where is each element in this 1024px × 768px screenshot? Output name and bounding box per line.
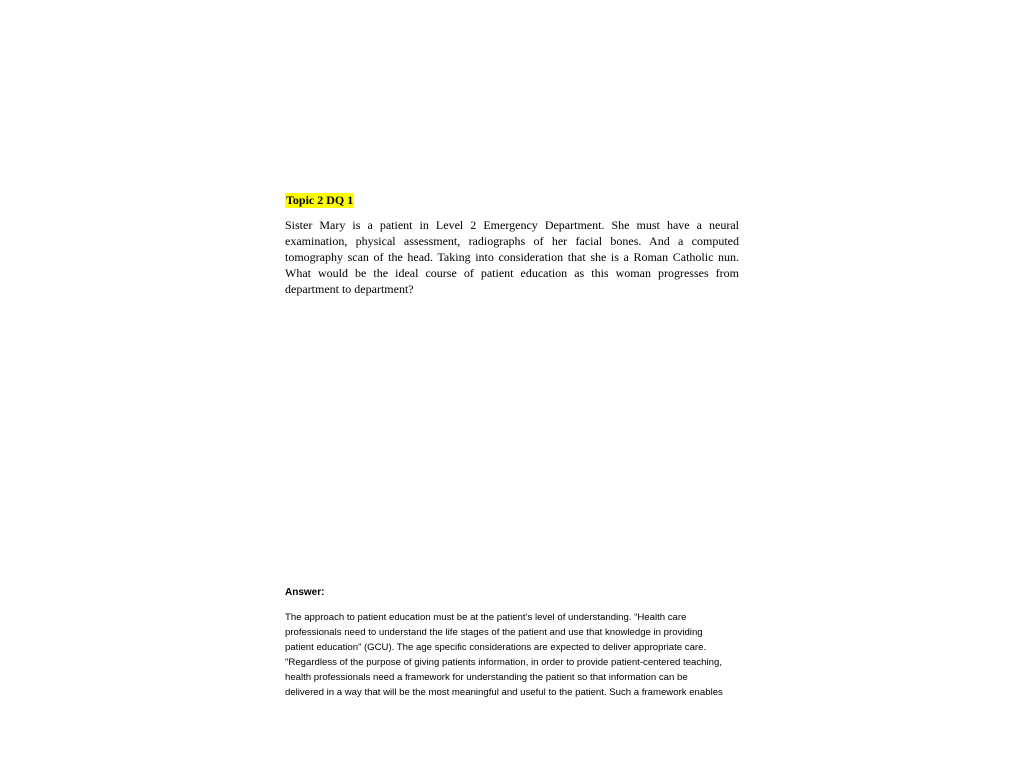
answer-line: delivered in a way that will be the most meaningful and useful to the patient. Such a framework enables (285, 687, 723, 698)
topic-heading: Topic 2 DQ 1 (286, 193, 354, 207)
answer-line: professionals need to understand the life stages of the patient and use that knowledge in providing (285, 627, 703, 638)
answer-line: patient education” (GCU). The age specific considerations are expected to deliver appropriate care. (285, 642, 707, 653)
question-paragraph: Sister Mary is a patient in Level 2 Emergency Department. She must have a neural examination, physical assessment, radiographs of her facial bones. And a computed tomography scan of the head. Taking into consideration that she is a Roman Catholic nun. What would be the ideal course of patient education as this woman progresses from department to department? (285, 218, 739, 296)
answer-line: The approach to patient education must be at the patient’s level of understanding. “Health care (285, 612, 687, 623)
answer-line: "Regardless of the purpose of giving patients information, in order to provide patient-centered teaching, (285, 657, 722, 668)
answer-label: Answer: (285, 587, 325, 598)
answer-paragraph (285, 610, 755, 700)
answer-line: health professionals need a framework for understanding the patient so that information can be (285, 672, 688, 683)
